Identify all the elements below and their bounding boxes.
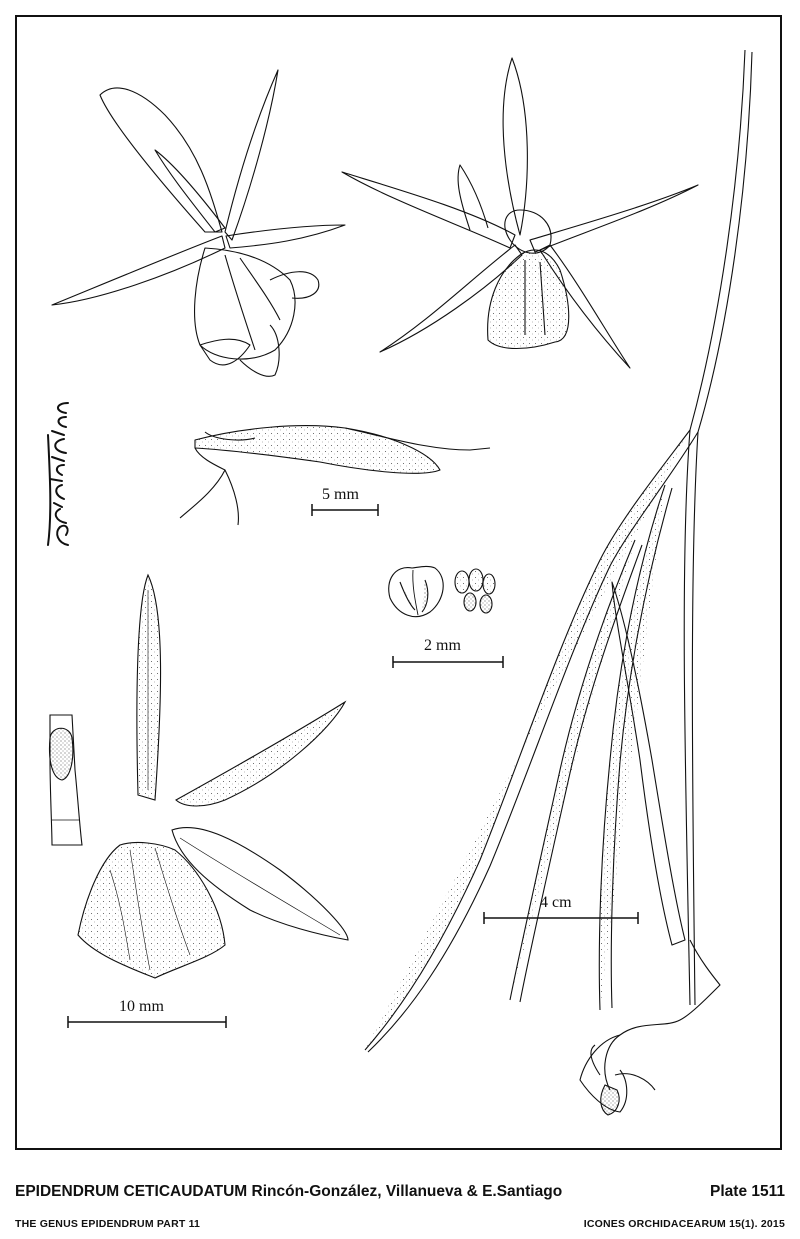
journal-citation: ICONES ORCHIDACEARUM 15(1). 2015	[583, 1218, 785, 1230]
plate-number: Plate 1511	[710, 1183, 785, 1200]
artist-signature	[40, 395, 80, 555]
species-authors: Rincón-González, Villanueva & E.Santiago	[251, 1183, 563, 1200]
species-name: EPIDENDRUM CETICAUDATUM	[15, 1183, 248, 1200]
scale-label-10mm: 10 mm	[119, 998, 164, 1015]
anther-and-pollinia	[389, 566, 495, 616]
plant-habit	[365, 50, 752, 1115]
column-ventral-view	[50, 715, 83, 845]
scale-label-4cm: 4 cm	[540, 894, 572, 911]
petal	[176, 702, 345, 806]
scale-label-5mm: 5 mm	[322, 486, 359, 503]
plate-caption	[15, 1180, 785, 1204]
dorsal-sepal	[137, 575, 161, 800]
plate-footer	[15, 1215, 785, 1233]
species-title	[15, 1183, 562, 1201]
series-title: THE GENUS EPIDENDRUM PART 11	[15, 1218, 201, 1230]
labellum	[78, 843, 225, 978]
flower-lateral-view	[52, 70, 345, 376]
flower-front-view	[342, 58, 698, 368]
scale-label-2mm: 2 mm	[424, 637, 461, 654]
